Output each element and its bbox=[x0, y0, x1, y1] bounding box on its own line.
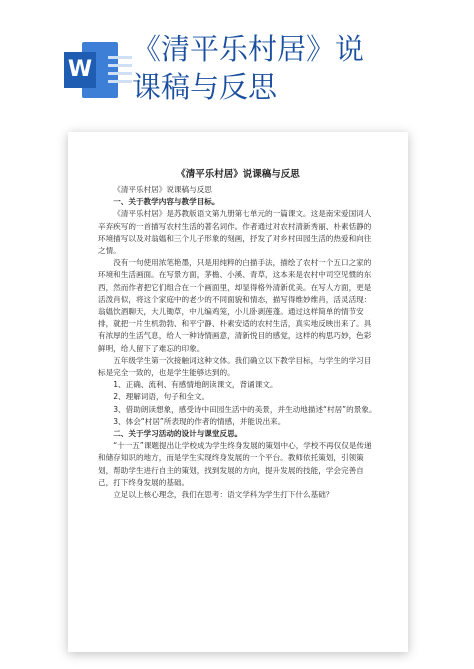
word-page-lines bbox=[108, 56, 132, 88]
goal-item-1: 1、正确、流利、有感情地朗读课文，背诵课文。 bbox=[113, 380, 278, 390]
document-title: 《清平乐村居》说课稿与反思 bbox=[176, 169, 300, 180]
page-title-line-1: 《清平乐村居》说 bbox=[132, 32, 365, 66]
document-preview bbox=[68, 132, 408, 652]
paragraph-3: 五年级学生第一次接触词这种文体。我们确立以下教学目标，与学生的学习目标是完全一致的，也是学生能够达到的。 bbox=[98, 355, 372, 378]
document-subtitle: 《清平乐村居》说课稿与反思 bbox=[113, 185, 212, 194]
section-heading-1: 一、关于教学内容与教学目标。 bbox=[113, 197, 220, 207]
word-icon bbox=[64, 40, 120, 100]
goal-item-4: 3、体会“村居”所表现的作者的情感，并能说出来。 bbox=[113, 416, 286, 426]
paragraph-1: 《清平乐村居》是苏教版语文第九册第七单元的一篇课文。这是南宋爱国词人辛弃疾写的一首描写农村生活的著名词作。作者通过对农村清新秀丽、朴素恬静的环境描写以及对翁媪和三个儿子形象的刻画，抒发了对乡村田园生活的热爱和向往之情。 bbox=[98, 209, 372, 256]
header-banner bbox=[0, 0, 474, 120]
word-badge: W bbox=[64, 52, 96, 88]
paragraph-4: “十一五”课题提出让学校成为学生终身发展的策划中心，学校不再仅仅是传递和储存知识的地方，而是学生实现终身发展的一个平台。教师依托策划，引领策划，帮助学生进行自主的策划，找到发展的方向，提升发展的技能，学会完善自己，打下终身发展的基础。 bbox=[98, 441, 372, 487]
paragraph-2: 没有一句使用浓笔艳墨，只是用纯粹的白描手法，描绘了农村一个五口之家的环境和生活画面。在写景方面，茅檐、小溪、青草，这本来是农村中司空见惯的东西，然而作者把它们组合在一个画面里，却显得格外清新优美。在写人方面，更是活泼肖似，将这个家庭中的老少的不同面貌和情态，描写得维妙维肖，活灵活现：翁媪饮酒聊天，大儿锄草，中儿编鸡笼，小儿卧剥莲蓬。通过这样简单的情节安排，就把一片生机勃勃、和平宁静、朴素安适的农村生活，真实地反映出来了。具有浓厚的生活气息，给人一种诗情画意，清新悦目的感觉，这样的构思巧妙，色彩鲜明，给人留下了难忘的印象。 bbox=[98, 258, 372, 353]
document-body bbox=[98, 184, 378, 501]
goal-item-2: 2、理解词语，句子和全文。 bbox=[113, 392, 210, 402]
page-title-line-2: 课稿与反思 bbox=[132, 70, 278, 104]
paragraph-5: 立足以上核心理念，我们在思考：语文学科为学生打下什么基础？ bbox=[113, 490, 334, 500]
page-title bbox=[132, 30, 462, 106]
goal-item-3: 3、借助朗读想象，感受诗中田园生活中的美景，并生动地描述“村居”的景象。 bbox=[113, 404, 377, 414]
section-heading-2: 二、关于学习活动的设计与课堂反思。 bbox=[113, 429, 243, 439]
